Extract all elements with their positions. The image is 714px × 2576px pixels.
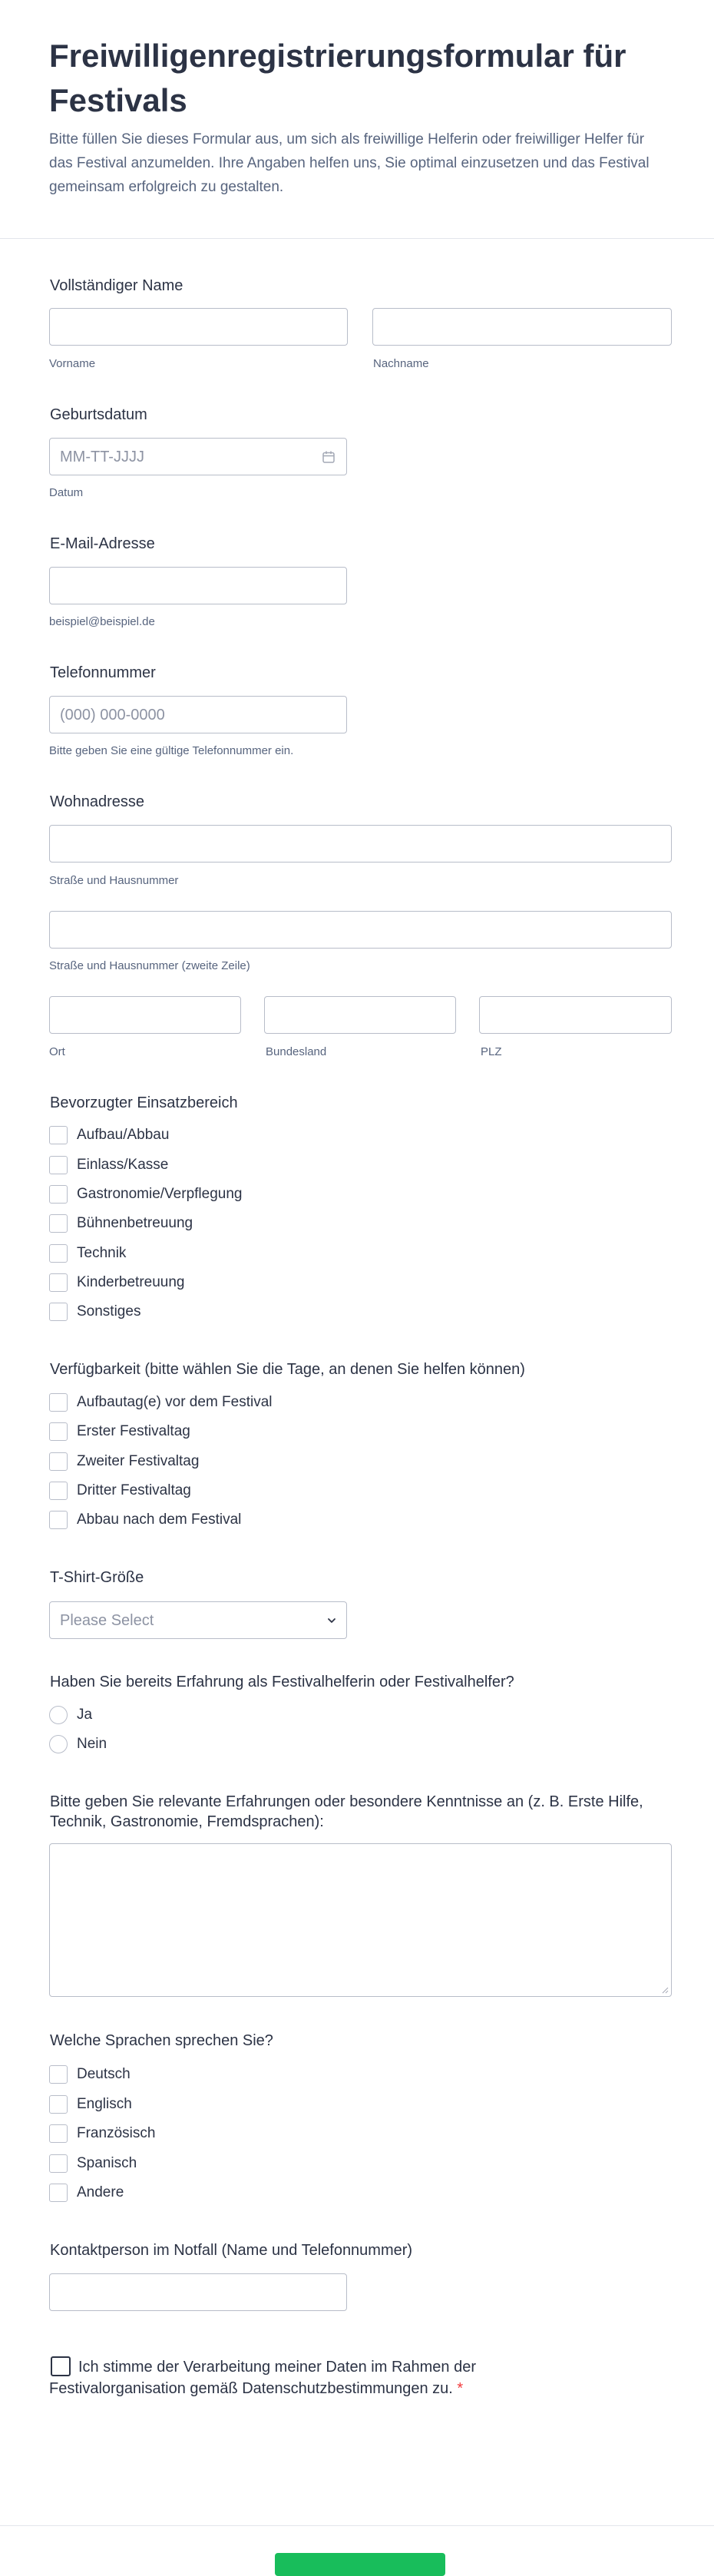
form-description: Bitte füllen Sie dieses Formular aus, um sich als freiwillige Helferin oder freiwilliger Helfer für das Festival anzumelden. Ihre Angaben helfen uns, Sie optimal einzusetzen und das Festival gemeinsam erfolgreich zu gestalten. <box>49 131 650 195</box>
option-label: Französisch <box>77 2125 156 2141</box>
language-option[interactable] <box>49 2154 137 2174</box>
checkbox[interactable] <box>49 1273 68 1292</box>
option-label: Sonstiges <box>77 1303 141 1319</box>
phone-placeholder: (000) 000-0000 <box>60 707 165 723</box>
area-option[interactable] <box>49 1214 193 1233</box>
checkbox[interactable] <box>49 1511 68 1529</box>
option-label: Deutsch <box>77 2066 131 2082</box>
language-option[interactable] <box>49 2124 155 2144</box>
option-label: Aufbau/Abbau <box>77 1127 170 1143</box>
option-label: Bühnenbetreuung <box>77 1215 193 1231</box>
phone-input[interactable] <box>49 696 347 733</box>
radio[interactable] <box>49 1735 68 1753</box>
checkbox[interactable] <box>49 1185 68 1204</box>
submit-button[interactable] <box>275 2553 445 2576</box>
phone-label: Telefonnummer <box>50 664 156 681</box>
birthdate-placeholder: MM-TT-JJJJ <box>60 449 144 465</box>
phone-sublabel: Bitte geben Sie eine gültige Telefonnummer ein. <box>49 744 294 757</box>
birthdate-sublabel: Datum <box>49 486 84 499</box>
last-name-input[interactable] <box>372 308 672 346</box>
zip-input[interactable] <box>479 996 672 1034</box>
form-title: Freiwilligenregistrierungsformular für Festivals <box>49 38 626 118</box>
consent-text: Ich stimme der Verarbeitung meiner Daten im Rahmen der Festivalorganisation gemäß Datenschutzbestimmungen zu. <box>49 2359 477 2397</box>
first-name-sublabel: Vorname <box>49 357 96 370</box>
checkbox[interactable] <box>49 2065 68 2084</box>
checkbox[interactable] <box>49 1422 68 1441</box>
street2-sublabel: Straße und Hausnummer (zweite Zeile) <box>49 959 250 972</box>
language-option[interactable] <box>49 2094 132 2114</box>
language-option[interactable] <box>49 2064 131 2084</box>
street2-input[interactable] <box>49 911 672 949</box>
languages-label: Welche Sprachen sprechen Sie? <box>50 2032 273 2049</box>
city-input[interactable] <box>49 996 241 1034</box>
skills-label: Bitte geben Sie relevante Erfahrungen oder besondere Kenntnisse an (z. B. Erste Hilfe, Technik, Gastronomie, Fremdsprachen): <box>50 1793 643 1830</box>
email-input[interactable] <box>49 567 347 604</box>
language-option[interactable] <box>49 2183 124 2203</box>
availability-label: Verfügbarkeit (bitte wählen Sie die Tage, an denen Sie helfen können) <box>50 1361 525 1378</box>
checkbox[interactable] <box>49 1303 68 1321</box>
option-label: Erster Festivaltag <box>77 1423 190 1439</box>
option-label: Technik <box>77 1245 127 1261</box>
last-name-sublabel: Nachname <box>373 357 429 370</box>
option-label: Andere <box>77 2184 124 2200</box>
option-label: Englisch <box>77 2096 132 2112</box>
option-label: Kinderbetreuung <box>77 1274 185 1290</box>
experience-option[interactable] <box>49 1705 92 1725</box>
state-sublabel: Bundesland <box>266 1045 327 1058</box>
area-option[interactable] <box>49 1302 140 1322</box>
emergency-input[interactable] <box>49 2273 347 2311</box>
first-name-input[interactable] <box>49 308 348 346</box>
option-label: Zweiter Festivaltag <box>77 1453 200 1469</box>
checkbox[interactable] <box>49 1126 68 1144</box>
checkbox[interactable] <box>49 2124 68 2143</box>
tshirt-label: T-Shirt-Größe <box>50 1569 144 1586</box>
area-option[interactable] <box>49 1184 242 1204</box>
state-input[interactable] <box>264 996 456 1034</box>
area-option[interactable] <box>49 1155 168 1175</box>
checkbox[interactable] <box>49 1156 68 1174</box>
tshirt-select[interactable] <box>49 1601 347 1639</box>
calendar-icon[interactable] <box>322 450 336 464</box>
availability-option[interactable] <box>49 1481 191 1501</box>
checkbox[interactable] <box>49 1482 68 1500</box>
checkbox[interactable] <box>49 1393 68 1412</box>
option-label: Einlass/Kasse <box>77 1157 169 1173</box>
area-label: Bevorzugter Einsatzbereich <box>50 1094 238 1111</box>
option-label: Gastronomie/Verpflegung <box>77 1186 243 1202</box>
checkbox[interactable] <box>49 2154 68 2173</box>
chevron-down-icon <box>326 1615 337 1626</box>
name-label: Vollständiger Name <box>50 277 183 294</box>
form-header <box>0 0 714 239</box>
area-option[interactable] <box>49 1125 169 1145</box>
footer-divider <box>0 2525 714 2526</box>
checkbox[interactable] <box>49 1214 68 1233</box>
emergency-label: Kontaktperson im Notfall (Name und Telefonnummer) <box>50 2242 413 2259</box>
availability-option[interactable] <box>49 1452 199 1472</box>
address-label: Wohnadresse <box>50 793 145 810</box>
tshirt-placeholder: Please Select <box>60 1612 154 1629</box>
option-label: Dritter Festivaltag <box>77 1482 191 1498</box>
consent-text-block <box>49 2356 510 2399</box>
availability-option[interactable] <box>49 1392 273 1412</box>
checkbox[interactable] <box>49 1452 68 1471</box>
experience-label: Haben Sie bereits Erfahrung als Festivalhelferin oder Festivalhelfer? <box>50 1674 514 1690</box>
checkbox[interactable] <box>49 1244 68 1263</box>
option-label: Nein <box>77 1736 107 1752</box>
birthdate-input[interactable] <box>49 438 347 475</box>
availability-option[interactable] <box>49 1510 241 1530</box>
birthdate-label: Geburtsdatum <box>50 406 147 423</box>
skills-textarea[interactable] <box>49 1843 672 1997</box>
option-label: Aufbautag(e) vor dem Festival <box>77 1394 273 1410</box>
checkbox[interactable] <box>49 2095 68 2114</box>
experience-option[interactable] <box>49 1734 107 1754</box>
availability-option[interactable] <box>49 1422 190 1442</box>
area-option[interactable] <box>49 1243 126 1263</box>
email-sublabel: beispiel@beispiel.de <box>49 615 155 628</box>
option-label: Spanisch <box>77 2155 137 2171</box>
option-label: Ja <box>77 1707 93 1723</box>
option-label: Abbau nach dem Festival <box>77 1511 242 1528</box>
required-asterisk: * <box>457 2380 464 2397</box>
email-label: E-Mail-Adresse <box>50 535 155 552</box>
radio[interactable] <box>49 1706 68 1724</box>
checkbox[interactable] <box>49 2184 68 2202</box>
city-sublabel: Ort <box>49 1045 65 1058</box>
street-sublabel: Straße und Hausnummer <box>49 874 179 887</box>
street-input[interactable] <box>49 825 672 863</box>
zip-sublabel: PLZ <box>481 1045 502 1058</box>
resize-handle-icon[interactable] <box>661 1986 669 1994</box>
area-option[interactable] <box>49 1273 185 1293</box>
